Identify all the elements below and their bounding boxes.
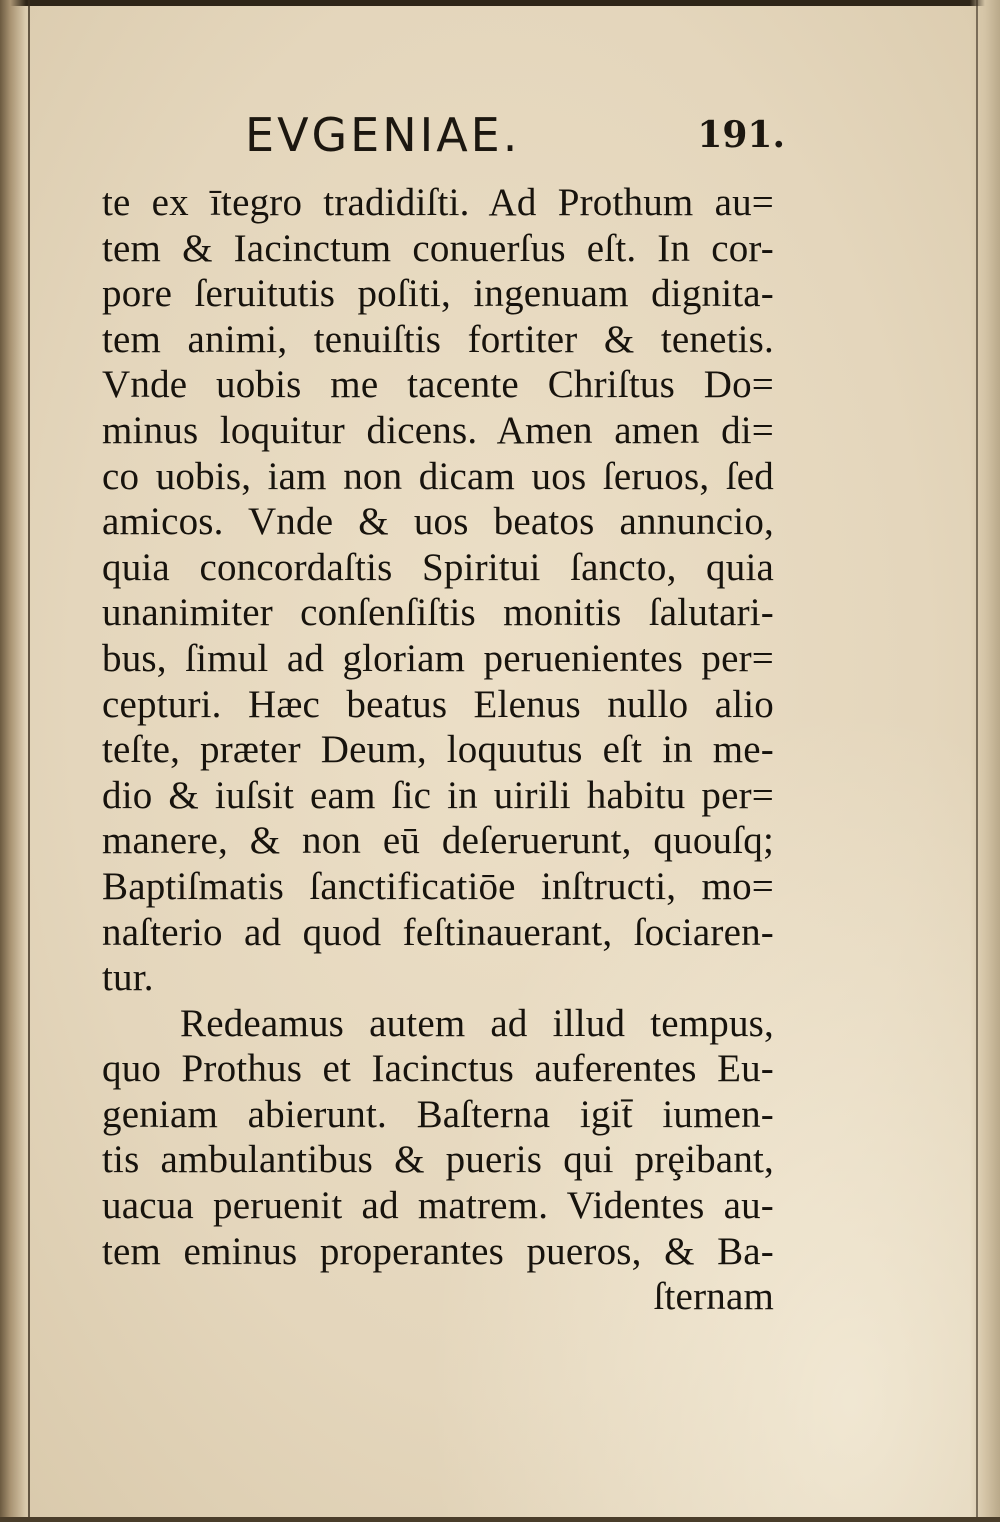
page-bottom-edge [0,1517,1000,1522]
text-line: uacua peruenit ad matrem. Videntes au- [102,1184,774,1228]
text-line: quo Prothus et Iacinctus auferentes Eu- [102,1047,774,1091]
text-line: tem eminus properantes pueros, & Ba- [102,1229,774,1273]
page-number: 191. [697,114,785,156]
text-line: dio & iuſsit eam ſic in uirili habitu per= [102,773,774,817]
text-line: tur. [102,956,154,1000]
text-line: unanimiter conſenſiſtis monitis ſalutari- [102,591,774,635]
text-block [102,180,774,1320]
text-line: Baptiſmatis ſanctificatiōe inſtructi, mo= [102,864,774,908]
running-head: EVGENIAE. [245,108,521,162]
text-line: teſte, præter Deum, loquutus eſt in me- [102,728,774,772]
text-line: te ex ītegro tradidiſti. Ad Prothum au= [102,181,774,224]
page-header [245,108,785,168]
text-line: tis ambulantibus & pueris qui prȩibant, [102,1138,774,1182]
binding-gutter [0,0,26,1522]
text-line: tem & Iacinctum conuerſus eſt. In cor- [102,226,774,270]
text-line: co uobis, iam non dicam uos ſeruos, ſed [102,454,774,498]
text-line: bus, ſimul ad gloriam peruenientes per= [102,636,774,680]
text-line: Vnde uobis me tacente Chriſtus Do= [102,363,774,407]
catchword: ſternam [653,1275,774,1319]
page-right-line [976,0,978,1522]
text-line: manere, & non eū deſeruerunt, quouſq; [102,819,774,863]
page-top-edge [0,0,1000,6]
text-line: amicos. Vnde & uos beatos annuncio, [102,500,774,544]
text-line: cepturi. Hæc beatus Elenus nullo alio [102,682,774,726]
text-line: quia concordaſtis Spiritui ſancto, quia [102,545,774,589]
gutter-line [28,0,30,1522]
paragraph-start-line: Redeamus autem ad illud tempus, [180,1001,774,1045]
text-line: pore ſeruitutis poſiti, ingenuam dignita- [102,272,774,316]
text-line: naſterio ad quod feſtinauerant, ſociaren- [102,910,774,954]
page-right-edge [970,0,1000,1522]
text-line: tem animi, tenuiſtis fortiter & tenetis. [102,317,774,361]
text-line: minus loquitur dicens. Amen amen di= [102,408,774,452]
text-line: geniam abierunt. Baſterna igit̄ iumen- [102,1092,774,1136]
